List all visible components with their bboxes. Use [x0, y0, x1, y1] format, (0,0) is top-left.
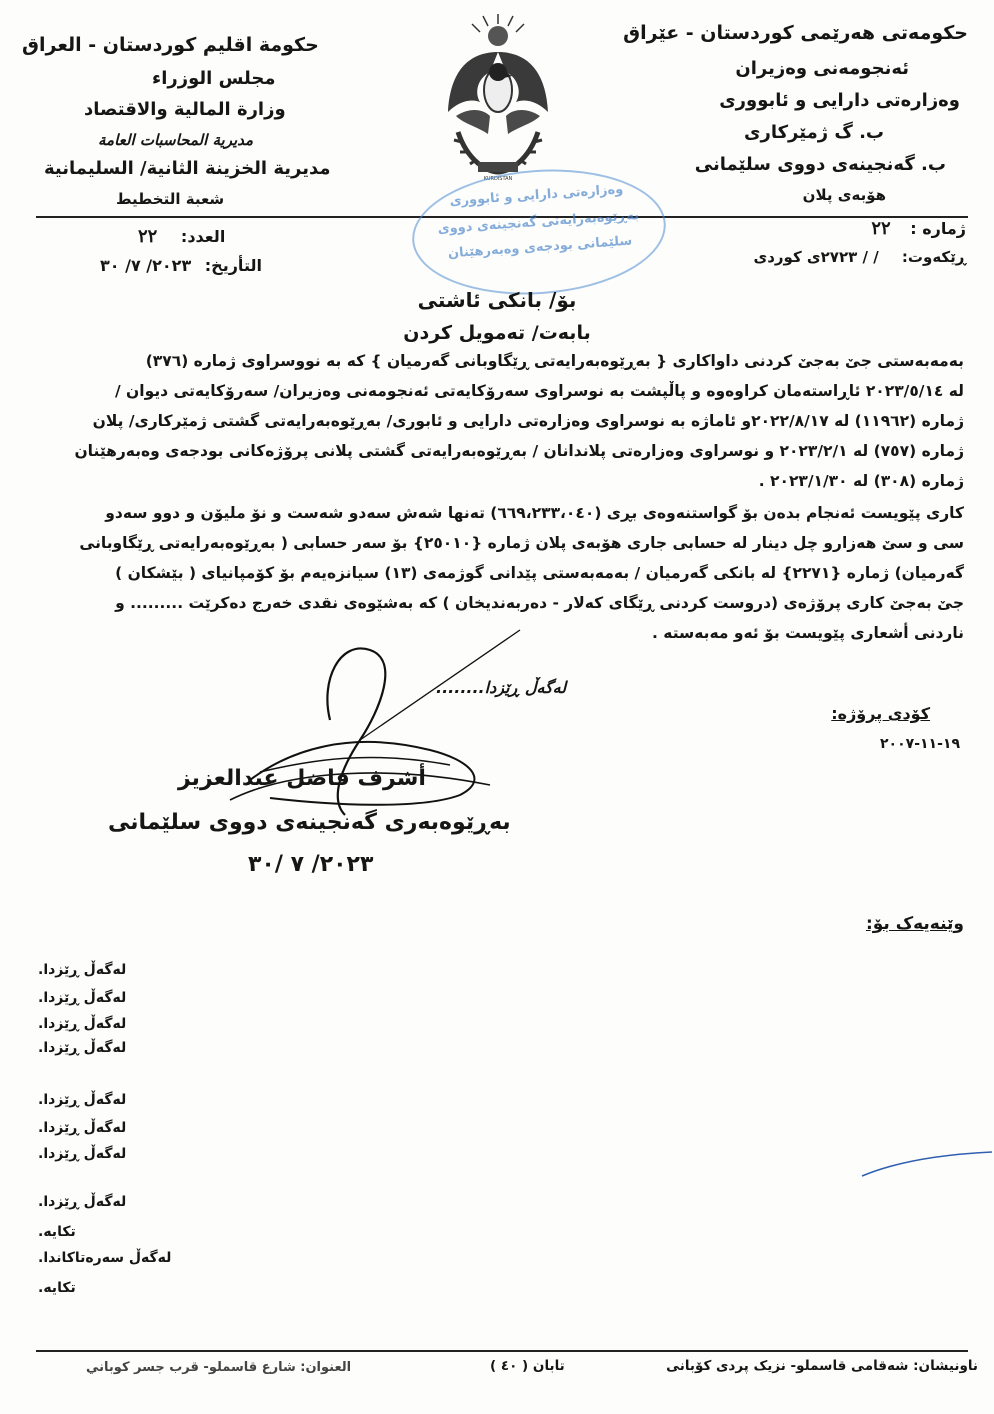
svg-text:KURDISTAN: KURDISTAN: [483, 176, 513, 182]
closing-regards: لەگەڵ ڕێزدا........: [436, 678, 567, 697]
stamp-line3: سلێمانی بودجەی وەبەرهێنان: [447, 233, 633, 262]
blue-pen-mark: [860, 1146, 994, 1186]
ar-number-label: العدد:: [180, 227, 226, 246]
project-code-value: ١٩-١١-٢٠٠٧: [880, 736, 960, 752]
copy-note: لەگەڵ ڕێزدا.: [38, 1092, 127, 1108]
header-right-line4: ب. گ ژمێرکاری: [743, 122, 884, 143]
copy-note: لەگەڵ ڕێزدا.: [38, 1016, 127, 1032]
header-left-line6: شعبة التخطيط: [116, 190, 225, 208]
stamp-line2: بەڕێوەبەرایەتی گەنجینەی دووی: [437, 208, 640, 238]
copy-note: تکایە.: [38, 1280, 76, 1296]
date-value: / / ٢٧٢٣ی کوردی: [753, 248, 879, 266]
official-stamp: [408, 161, 670, 302]
header-left-line4: مديرية المحاسبات العامة: [98, 131, 254, 149]
header-left-line1: حكومة اقليم كوردستان - العراق: [22, 34, 319, 56]
signatory-date: ٢٠٢٣/ ٧ /٣٠: [248, 852, 374, 877]
header-right-line5: ب. گەنجینەی دووی سلێمانی: [694, 154, 946, 175]
header-left-line5: مديرية الخزينة الثانية/ السليمانية: [44, 158, 331, 179]
stamp-line1: وەزارەتی دارایی و ئابووری: [449, 182, 624, 210]
date-row-ku: [753, 248, 966, 266]
signatory-title: بەڕێوەبەری گەنجینەی دووی سلێمانی: [108, 810, 511, 835]
copies-title: وێنەیەک بۆ:: [865, 914, 964, 934]
kurdistan-eagle-emblem-icon: [428, 12, 568, 182]
paragraph2-line2: سی و سێ هەزارو چل دینار لە حسابی جاری هۆبەی پلان ژمارە {٢٥٠١٠} بۆ سەر حسابی ( بەڕێوەبەرایەتی ڕێگاوبانی: [79, 534, 964, 552]
paragraph2-line5: ناردنی أشعاری پێویست بۆ ئەو مەبەستە .: [652, 624, 964, 642]
subject: بابەت/ تەمویل کردن: [403, 322, 591, 344]
addressee: بۆ/ بانکی ئاشتی: [417, 288, 577, 312]
number-row-ar: [138, 226, 225, 247]
paragraph1-line1: بەمەبەستی جێ بەجێ کردنی داواکاری { بەڕێوەبەرایەتی ڕێگاوبانی گەرمیان } کە بە نووسراوی ژمارە (٣٧٦): [145, 352, 964, 370]
paragraph1-line4: ژمارە (٧٥٧) لە ٢٠٢٣/٢/١ و نوسراوی وەزارەتی پلاندانان / بەڕێوەبەرایەتی گشتی پلانی پرۆژەکانی بودجەی وەبەرهێنان: [74, 442, 964, 460]
paragraph2-line4: جێ بەجێ کاری پرۆژەی (دروست کردنی ڕێگای کەلار - دەربەندیخان ) کە بەشێوەی نقدی خەرج دەکرێت ......... و: [115, 594, 964, 612]
copy-note: تکایە.: [38, 1224, 76, 1240]
copy-note: لەگەڵ سەرەتاکاندا.: [38, 1250, 172, 1266]
ar-date-label: التأريخ:: [204, 256, 262, 275]
copy-note: لەگەڵ ڕێزدا.: [38, 1146, 127, 1162]
footer-address-ar: العنوان: شارع قاسملو- قرب جسر كوباني: [86, 1360, 352, 1375]
footer-address-ku: ناونیشان: شەقامی قاسملو- نزیک پردی کۆبانی: [666, 1358, 978, 1374]
date-label: ڕێکەوت:: [901, 248, 966, 266]
copy-note: لەگەڵ ڕێزدا.: [38, 1120, 127, 1136]
header-right-line1: حکومەتی هەرێمی کوردستان - عێراق: [623, 22, 968, 44]
paragraph1-line2: لە ٢٠٢٣/٥/١٤ ئاڕاستەمان کراوەوە و پاڵپشت بە نوسراوی سەرۆکایەتی ئەنجومەنی وەزیران/ سەرۆکایەتی دیوان /: [115, 382, 964, 400]
date-row-ar: [100, 256, 262, 275]
signature-graphic: [170, 600, 530, 840]
number-row-ku: [871, 218, 966, 239]
footer-divider: [36, 1350, 968, 1352]
number-label: ژمارە :: [910, 219, 966, 238]
paragraph1-line5: ژمارە (٣٠٨) لە ٢٠٢٣/١/٣٠ .: [758, 472, 964, 490]
paragraph2-line3: گەرمیان) ژمارە {٢٢٧١} لە بانکی گەرمیان / بەمەبەستی پێدانی گوژمەی (١٣) سیانزەیەم بۆ کۆمپانیای ( بێشکان ): [115, 564, 964, 582]
copy-note: لەگەڵ ڕێزدا.: [38, 1040, 127, 1056]
copy-note: لەگەڵ ڕێزدا.: [38, 1194, 127, 1210]
header-left-line3: وزارة المالية والاقتصاد: [84, 99, 286, 120]
header-right-line2: ئەنجومەنی وەزیران: [735, 58, 909, 79]
project-code-label: کۆدی پرۆژە:: [831, 704, 930, 723]
signatory-name: أشرف فاضل عبدالعزيز: [178, 766, 426, 791]
header-right-line3: وەزارەتی دارایی و ئابووری: [719, 90, 960, 111]
ar-number-value: ٢٢: [138, 226, 158, 247]
paragraph2-line1: کاری پێویست ئەنجام بدەن بۆ گواستنەوەی بڕی (٦٦٩،٢٣٣،٠٤٠) تەنها شەش سەدو شەست و نۆ ملیۆن و دوو سەدو: [105, 504, 964, 522]
paragraph1-line3: ژمارە (١١٩٦٢) لە ٢٠٢٢/٨/١٧و ئاماژە بە نوسراوی وەزارەتی دارایی و ئابوری/ بەڕێوەبەرایەتی گشتی ژمێرکاری/ پلان: [92, 412, 964, 430]
header-left-line2: مجلس الوزراء: [152, 68, 276, 89]
header-right-line6: هۆبەی پلان: [802, 186, 886, 204]
footer-page: تابان ( ٤٠ ): [490, 1358, 565, 1374]
ar-date-value: ٢٠٢٣/ ٧/ ٣٠: [100, 256, 192, 275]
number-value: ٢٢: [871, 218, 891, 239]
copy-note: لەگەڵ ڕێزدا.: [38, 990, 127, 1006]
copy-note: لەگەڵ ڕێزدا.: [38, 962, 127, 978]
